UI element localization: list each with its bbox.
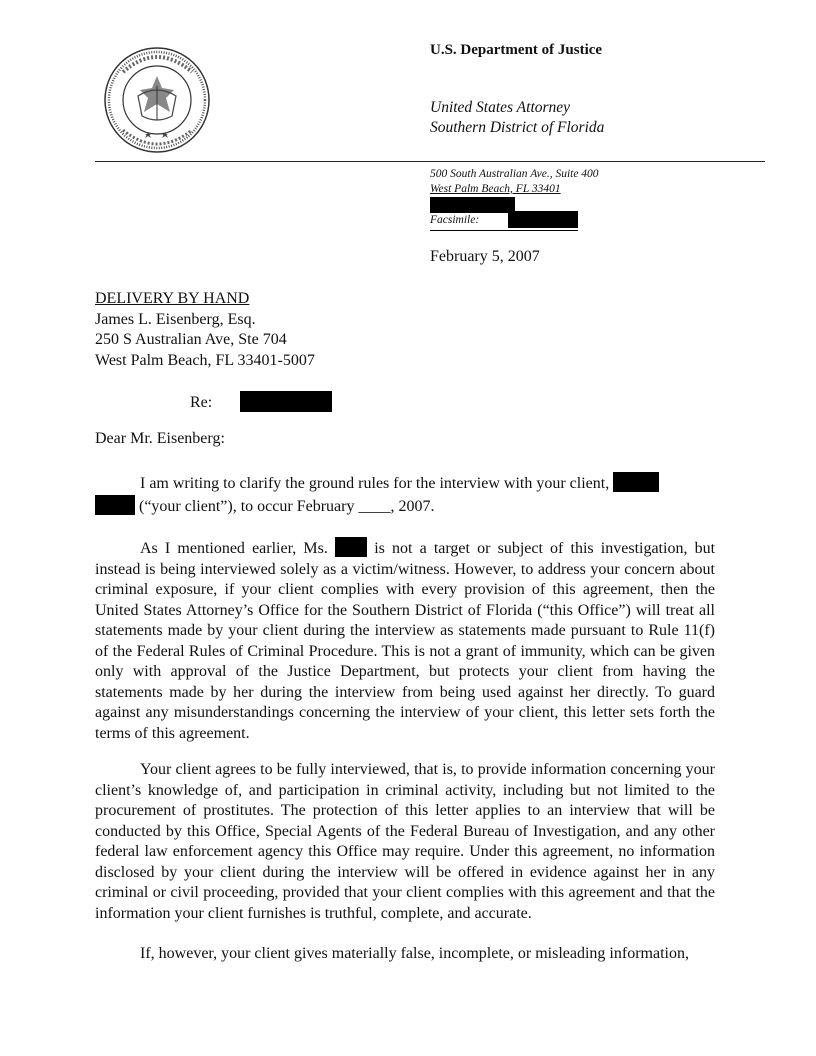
facsimile-label: Facsimile:	[430, 214, 480, 226]
recipient-name: James L. Eisenberg, Esq.	[95, 310, 256, 328]
office-city: West Palm Beach, FL 33401	[430, 183, 561, 195]
agency-name: U.S. Department of Justice	[430, 42, 603, 58]
redaction-block	[508, 211, 578, 228]
office-address	[430, 167, 599, 197]
paragraph-1-line-1	[95, 472, 715, 495]
paragraph-4-text: If, however, your client gives materially false, incomplete, or misleading information,	[140, 945, 689, 962]
letter-date: February 5, 2007	[430, 248, 540, 265]
letterhead-divider	[95, 161, 765, 162]
paragraph-2	[95, 537, 715, 744]
recipient-block	[95, 289, 315, 371]
doj-seal-image	[100, 46, 215, 154]
redaction-block	[430, 197, 515, 213]
office-street: 500 South Australian Ave., Suite 400	[430, 168, 599, 180]
redaction-inline	[613, 472, 659, 492]
paragraph-1-text-a: I am writing to clarify the ground rules for the interview with your client,	[140, 475, 610, 492]
recipient-city: West Palm Beach, FL 33401-5007	[95, 351, 315, 369]
facsimile-underline	[430, 230, 578, 231]
paragraph-4	[95, 944, 715, 965]
re-label: Re:	[190, 394, 213, 411]
salutation: Dear Mr. Eisenberg:	[95, 430, 225, 447]
office-block	[430, 98, 604, 138]
paragraph-3-text: Your client agrees to be fully interviewed, that is, to provide information concerning your client’s knowledge of, and participation in criminal activity, including but not limited to the procurement of prostitutes. The protection of this letter applies to an interview that will be conducted by this Office, Special Agents of the Federal Bureau of Investigation, and any other federal law enforcement agency this Office may require. Under this agreement, no information disclosed by your client during the interview will be offered in evidence against her in any criminal or civil proceeding, provided that your client complies with this agreement and that the information your client furnishes is truthful, complete, and accurate.	[95, 761, 715, 922]
office-title: United States Attorney	[430, 99, 571, 116]
delivery-method: DELIVERY BY HAND	[95, 290, 250, 307]
redaction-inline	[95, 495, 135, 515]
redaction-block	[240, 391, 332, 412]
office-district: Southern District of Florida	[430, 119, 605, 136]
paragraph-3	[95, 760, 715, 924]
paragraph-2-text-b: is not a target or subject of this investigation, but instead is being interviewed solely as a victim/witness. However, to address your concern about criminal exposure, if your client complies with every provision of this agreement, then the United States Attorney’s Office for the Southern District of Florida (“this Office”) will treat all statements made by your client during the interview as statements made pursuant to Rule 11(f) of the Federal Rules of Criminal Procedure. This is not a grant of immunity, which can be given only with approval of the Justice Department, but protects your client from having the statements made by her during the interview from being used against her directly. To guard against any misunderstandings concerning the interview of your client, this letter sets forth the terms of this agreement.	[95, 540, 716, 742]
recipient-street: 250 S Australian Ave, Ste 704	[95, 331, 287, 348]
paragraph-2-body	[95, 537, 715, 744]
paragraph-1-text-b: (“your client”), to occur February ____, 2007.	[139, 497, 435, 515]
redaction-inline	[335, 537, 367, 557]
paragraph-2-text-a: As I mentioned earlier, Ms.	[140, 540, 328, 557]
paragraph-1	[95, 472, 715, 517]
